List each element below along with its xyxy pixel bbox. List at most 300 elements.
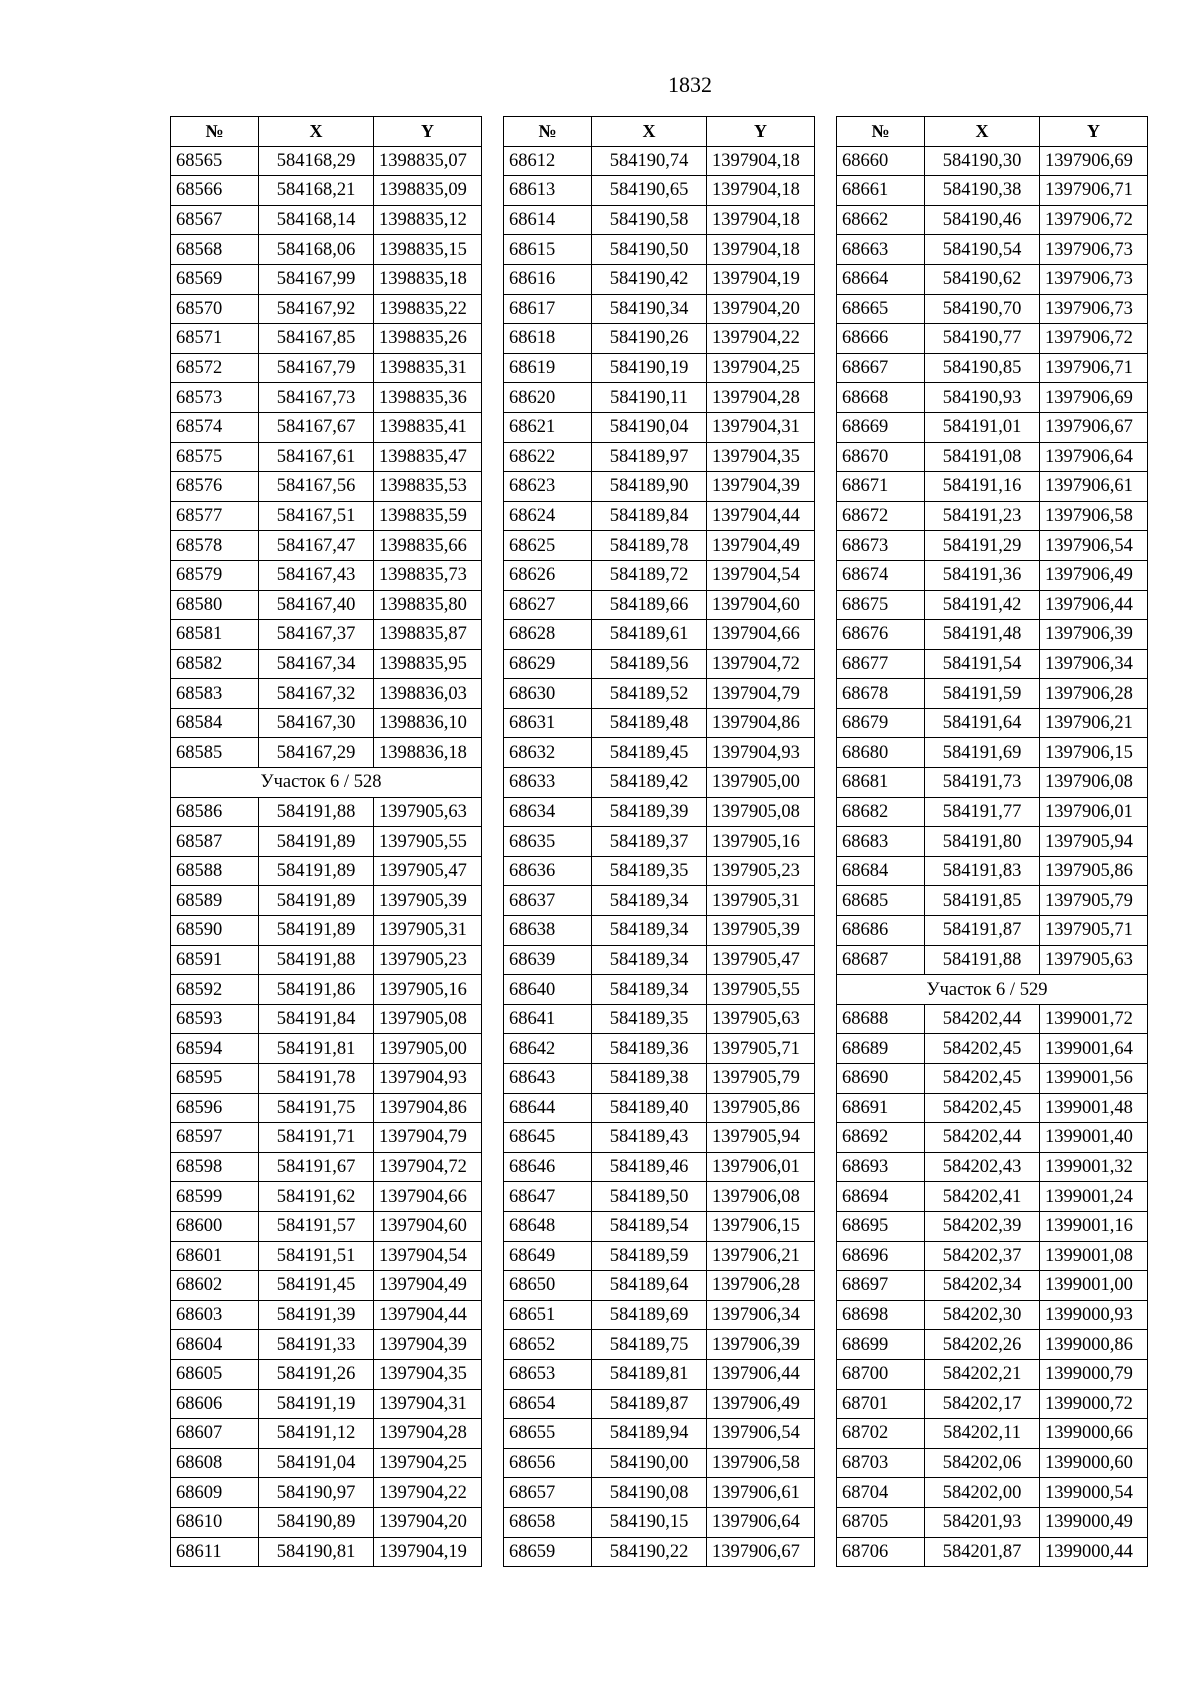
x-coordinate-cell: 584189,81 [592,1359,707,1389]
y-coordinate-cell: 1399000,72 [1040,1389,1148,1419]
table-row [837,679,1148,709]
point-number-cell: 68591 [171,945,259,975]
table-row [504,1004,815,1034]
table-row [504,1093,815,1123]
point-number-cell: 68618 [504,324,592,354]
table-row [171,1359,482,1389]
y-coordinate-cell: 1397905,94 [707,1123,815,1153]
point-number-cell: 68610 [171,1507,259,1537]
table-row [837,264,1148,294]
y-coordinate-cell: 1397906,15 [707,1211,815,1241]
table-row [171,472,482,502]
x-coordinate-cell: 584189,78 [592,531,707,561]
x-coordinate-cell: 584189,87 [592,1389,707,1419]
point-number-cell: 68605 [171,1359,259,1389]
table-row [171,649,482,679]
table-row [171,264,482,294]
x-coordinate-cell: 584201,87 [925,1537,1040,1567]
table-row [171,1064,482,1094]
point-number-cell: 68672 [837,501,925,531]
table-row [504,324,815,354]
x-coordinate-cell: 584167,32 [259,679,374,709]
table-row [837,1330,1148,1360]
point-number-cell: 68615 [504,235,592,265]
y-coordinate-cell: 1397904,19 [707,264,815,294]
x-coordinate-cell: 584190,85 [925,353,1040,383]
table-row [171,1034,482,1064]
y-coordinate-cell: 1398836,03 [374,679,482,709]
y-coordinate-cell: 1397904,79 [707,679,815,709]
y-coordinate-cell: 1397906,69 [1040,146,1148,176]
point-number-cell: 68601 [171,1241,259,1271]
table-row [171,560,482,590]
point-number-cell: 68662 [837,205,925,235]
point-number-cell: 68572 [171,353,259,383]
table-row [171,1211,482,1241]
x-coordinate-cell: 584202,00 [925,1478,1040,1508]
point-number-cell: 68617 [504,294,592,324]
x-coordinate-cell: 584167,37 [259,620,374,650]
y-coordinate-cell: 1397905,31 [707,886,815,916]
x-coordinate-cell: 584167,79 [259,353,374,383]
x-coordinate-cell: 584189,94 [592,1419,707,1449]
point-number-cell: 68607 [171,1419,259,1449]
x-coordinate-cell: 584168,06 [259,235,374,265]
point-number-cell: 68676 [837,620,925,650]
y-coordinate-cell: 1399000,44 [1040,1537,1148,1567]
y-coordinate-cell: 1397904,44 [707,501,815,531]
point-number-cell: 68697 [837,1271,925,1301]
y-coordinate-cell: 1397905,23 [707,856,815,886]
x-coordinate-cell: 584191,26 [259,1359,374,1389]
table-row [837,1271,1148,1301]
point-number-cell: 68570 [171,294,259,324]
table-row [504,353,815,383]
x-coordinate-cell: 584191,23 [925,501,1040,531]
point-number-cell: 68585 [171,738,259,768]
y-coordinate-cell: 1397904,18 [707,176,815,206]
point-number-cell: 68653 [504,1359,592,1389]
y-coordinate-cell: 1397906,72 [1040,205,1148,235]
table-row [837,886,1148,916]
point-number-cell: 68686 [837,916,925,946]
point-number-cell: 68597 [171,1123,259,1153]
table-row [504,590,815,620]
y-coordinate-cell: 1399001,24 [1040,1182,1148,1212]
x-coordinate-cell: 584190,22 [592,1537,707,1567]
table-row [837,442,1148,472]
point-number-cell: 68675 [837,590,925,620]
point-number-cell: 68702 [837,1419,925,1449]
table-row [171,146,482,176]
point-number-cell: 68623 [504,472,592,502]
table-row [504,1034,815,1064]
table-row [171,235,482,265]
y-coordinate-cell: 1397906,44 [1040,590,1148,620]
point-number-cell: 68575 [171,442,259,472]
x-coordinate-cell: 584191,89 [259,856,374,886]
table-row [171,1419,482,1449]
y-coordinate-cell: 1397904,25 [707,353,815,383]
point-number-cell: 68576 [171,472,259,502]
x-coordinate-cell: 584167,34 [259,649,374,679]
y-coordinate-cell: 1399000,49 [1040,1507,1148,1537]
y-coordinate-cell: 1397904,86 [374,1093,482,1123]
table-row [171,1123,482,1153]
point-number-cell: 68669 [837,412,925,442]
x-coordinate-cell: 584167,67 [259,412,374,442]
x-coordinate-cell: 584190,62 [925,264,1040,294]
y-coordinate-cell: 1397905,63 [707,1004,815,1034]
x-coordinate-cell: 584189,39 [592,797,707,827]
page-number-text: 1832 [668,72,712,97]
x-coordinate-cell: 584202,34 [925,1271,1040,1301]
point-number-cell: 68574 [171,412,259,442]
x-coordinate-cell: 584191,45 [259,1271,374,1301]
table-row [171,1389,482,1419]
point-number-cell: 68614 [504,205,592,235]
table-header-row [171,117,482,147]
y-coordinate-cell: 1397904,93 [374,1064,482,1094]
point-number-cell: 68696 [837,1241,925,1271]
y-coordinate-cell: 1399000,54 [1040,1478,1148,1508]
point-number-cell: 68628 [504,620,592,650]
y-coordinate-cell: 1397904,66 [707,620,815,650]
point-number-cell: 68692 [837,1123,925,1153]
y-coordinate-cell: 1398835,18 [374,264,482,294]
table-row [171,1152,482,1182]
y-coordinate-cell: 1398835,53 [374,472,482,502]
point-number-cell: 68569 [171,264,259,294]
table-row [837,1359,1148,1389]
x-coordinate-cell: 584191,89 [259,886,374,916]
x-coordinate-cell: 584189,50 [592,1182,707,1212]
y-coordinate-cell: 1397905,63 [374,797,482,827]
y-coordinate-cell: 1397904,18 [707,146,815,176]
y-coordinate-cell: 1397906,64 [707,1507,815,1537]
point-number-cell: 68641 [504,1004,592,1034]
table-row [837,1004,1148,1034]
y-coordinate-cell: 1397904,49 [707,531,815,561]
point-number-cell: 68658 [504,1507,592,1537]
table-row [504,1300,815,1330]
point-number-cell: 68571 [171,324,259,354]
table-row [504,146,815,176]
point-number-cell: 68573 [171,383,259,413]
x-coordinate-cell: 584167,61 [259,442,374,472]
y-coordinate-cell: 1398835,36 [374,383,482,413]
y-coordinate-cell: 1397904,18 [707,235,815,265]
table-row [504,472,815,502]
table-row [504,649,815,679]
point-number-cell: 68627 [504,590,592,620]
y-coordinate-cell: 1399000,79 [1040,1359,1148,1389]
section-label: Участок 6 / 529 [926,979,1048,1000]
table-row [171,1300,482,1330]
x-coordinate-cell: 584191,36 [925,560,1040,590]
x-coordinate-cell: 584168,21 [259,176,374,206]
x-coordinate-cell: 584167,29 [259,738,374,768]
table-header-row [837,117,1148,147]
x-coordinate-cell: 584202,11 [925,1419,1040,1449]
header-y: Y [707,117,815,147]
x-coordinate-cell: 584191,16 [925,472,1040,502]
y-coordinate-cell: 1397904,20 [707,294,815,324]
x-coordinate-cell: 584202,43 [925,1152,1040,1182]
y-coordinate-cell: 1397905,08 [374,1004,482,1034]
x-coordinate-cell: 584191,54 [925,649,1040,679]
coordinate-table [503,116,815,1567]
point-number-cell: 68642 [504,1034,592,1064]
table-row [171,679,482,709]
y-coordinate-cell: 1398835,26 [374,324,482,354]
y-coordinate-cell: 1397904,72 [707,649,815,679]
table-row [837,1389,1148,1419]
point-number-cell: 68689 [837,1034,925,1064]
x-coordinate-cell: 584190,93 [925,383,1040,413]
table-row [504,176,815,206]
table-row [171,1182,482,1212]
table-row [837,324,1148,354]
table-row [837,1241,1148,1271]
table-row [837,294,1148,324]
x-coordinate-cell: 584191,78 [259,1064,374,1094]
x-coordinate-cell: 584190,77 [925,324,1040,354]
y-coordinate-cell: 1397906,01 [1040,797,1148,827]
point-number-cell: 68616 [504,264,592,294]
table-row [504,827,815,857]
y-coordinate-cell: 1397905,39 [374,886,482,916]
table-row [504,768,815,798]
y-coordinate-cell: 1397904,39 [374,1330,482,1360]
x-coordinate-cell: 584190,89 [259,1507,374,1537]
y-coordinate-cell: 1397904,49 [374,1271,482,1301]
y-coordinate-cell: 1397904,22 [707,324,815,354]
y-coordinate-cell: 1397904,66 [374,1182,482,1212]
x-coordinate-cell: 584189,56 [592,649,707,679]
table-row [837,531,1148,561]
table-row [837,353,1148,383]
y-coordinate-cell: 1397906,64 [1040,442,1148,472]
point-number-cell: 68592 [171,975,259,1005]
point-number-cell: 68600 [171,1211,259,1241]
y-coordinate-cell: 1397906,58 [707,1448,815,1478]
table-row [504,975,815,1005]
x-coordinate-cell: 584190,08 [592,1478,707,1508]
x-coordinate-cell: 584190,42 [592,264,707,294]
point-number-cell: 68705 [837,1507,925,1537]
x-coordinate-cell: 584189,38 [592,1064,707,1094]
table-row [504,620,815,650]
y-coordinate-cell: 1397905,00 [374,1034,482,1064]
x-coordinate-cell: 584189,45 [592,738,707,768]
y-coordinate-cell: 1397905,94 [1040,827,1148,857]
point-number-cell: 68568 [171,235,259,265]
x-coordinate-cell: 584202,44 [925,1123,1040,1153]
x-coordinate-cell: 584190,70 [925,294,1040,324]
table-row [837,620,1148,650]
x-coordinate-cell: 584167,47 [259,531,374,561]
y-coordinate-cell: 1398835,59 [374,501,482,531]
x-coordinate-cell: 584202,45 [925,1093,1040,1123]
section-cell [837,975,1148,1005]
x-coordinate-cell: 584189,61 [592,620,707,650]
x-coordinate-cell: 584189,64 [592,1271,707,1301]
table-row [504,1330,815,1360]
table-row [171,501,482,531]
x-coordinate-cell: 584167,56 [259,472,374,502]
x-coordinate-cell: 584202,06 [925,1448,1040,1478]
point-number-cell: 68612 [504,146,592,176]
point-number-cell: 68648 [504,1211,592,1241]
y-coordinate-cell: 1397904,60 [707,590,815,620]
table-row [171,294,482,324]
y-coordinate-cell: 1399000,93 [1040,1300,1148,1330]
x-coordinate-cell: 584189,43 [592,1123,707,1153]
point-number-cell: 68565 [171,146,259,176]
y-coordinate-cell: 1397904,54 [374,1241,482,1271]
y-coordinate-cell: 1398835,87 [374,620,482,650]
table-row [837,560,1148,590]
point-number-cell: 68690 [837,1064,925,1094]
x-coordinate-cell: 584189,97 [592,442,707,472]
x-coordinate-cell: 584191,01 [925,412,1040,442]
x-coordinate-cell: 584190,50 [592,235,707,265]
x-coordinate-cell: 584191,42 [925,590,1040,620]
table-row [171,590,482,620]
table-row [504,856,815,886]
y-coordinate-cell: 1399001,72 [1040,1004,1148,1034]
y-coordinate-cell: 1397904,86 [707,708,815,738]
y-coordinate-cell: 1397906,71 [1040,176,1148,206]
x-coordinate-cell: 584191,04 [259,1448,374,1478]
x-coordinate-cell: 584189,36 [592,1034,707,1064]
y-coordinate-cell: 1397904,93 [707,738,815,768]
section-row [837,975,1148,1005]
x-coordinate-cell: 584202,26 [925,1330,1040,1360]
point-number-cell: 68584 [171,708,259,738]
y-coordinate-cell: 1397905,79 [707,1064,815,1094]
point-number-cell: 68638 [504,916,592,946]
x-coordinate-cell: 584189,34 [592,945,707,975]
table-row [837,176,1148,206]
table-row [504,1478,815,1508]
table-row [171,1330,482,1360]
point-number-cell: 68688 [837,1004,925,1034]
table-row [504,1152,815,1182]
point-number-cell: 68670 [837,442,925,472]
point-number-cell: 68646 [504,1152,592,1182]
y-coordinate-cell: 1397906,44 [707,1359,815,1389]
point-number-cell: 68630 [504,679,592,709]
point-number-cell: 68701 [837,1389,925,1419]
y-coordinate-cell: 1398835,07 [374,146,482,176]
point-number-cell: 68583 [171,679,259,709]
y-coordinate-cell: 1398835,15 [374,235,482,265]
table-row [171,1271,482,1301]
y-coordinate-cell: 1397906,54 [707,1419,815,1449]
point-number-cell: 68651 [504,1300,592,1330]
table-body [171,146,482,1567]
point-number-cell: 68604 [171,1330,259,1360]
x-coordinate-cell: 584189,34 [592,916,707,946]
y-coordinate-cell: 1397906,72 [1040,324,1148,354]
header-x: X [925,117,1040,147]
y-coordinate-cell: 1397905,86 [1040,856,1148,886]
y-coordinate-cell: 1397905,08 [707,797,815,827]
x-coordinate-cell: 584190,46 [925,205,1040,235]
x-coordinate-cell: 584189,90 [592,472,707,502]
y-coordinate-cell: 1398836,18 [374,738,482,768]
table-row [837,412,1148,442]
table-row [171,827,482,857]
y-coordinate-cell: 1397904,18 [707,205,815,235]
y-coordinate-cell: 1397905,47 [707,945,815,975]
table-row [171,620,482,650]
y-coordinate-cell: 1397905,47 [374,856,482,886]
table-row [504,264,815,294]
x-coordinate-cell: 584202,39 [925,1211,1040,1241]
x-coordinate-cell: 584167,99 [259,264,374,294]
table-row [837,856,1148,886]
table-row [171,1448,482,1478]
x-coordinate-cell: 584189,48 [592,708,707,738]
table-row [504,708,815,738]
point-number-cell: 68622 [504,442,592,472]
y-coordinate-cell: 1397906,61 [1040,472,1148,502]
table-row [171,324,482,354]
point-number-cell: 68680 [837,738,925,768]
y-coordinate-cell: 1397906,39 [1040,620,1148,650]
x-coordinate-cell: 584191,81 [259,1034,374,1064]
y-coordinate-cell: 1397905,79 [1040,886,1148,916]
point-number-cell: 68579 [171,560,259,590]
point-number-cell: 68606 [171,1389,259,1419]
y-coordinate-cell: 1399001,48 [1040,1093,1148,1123]
y-coordinate-cell: 1399001,08 [1040,1241,1148,1271]
table-row [504,531,815,561]
y-coordinate-cell: 1397904,28 [374,1419,482,1449]
point-number-cell: 68643 [504,1064,592,1094]
table-row [171,1241,482,1271]
header-number: № [171,117,259,147]
table-row [171,1478,482,1508]
x-coordinate-cell: 584167,51 [259,501,374,531]
x-coordinate-cell: 584191,12 [259,1419,374,1449]
point-number-cell: 68660 [837,146,925,176]
table-row [171,383,482,413]
y-coordinate-cell: 1398836,10 [374,708,482,738]
point-number-cell: 68677 [837,649,925,679]
y-coordinate-cell: 1397906,73 [1040,264,1148,294]
point-number-cell: 68619 [504,353,592,383]
x-coordinate-cell: 584201,93 [925,1507,1040,1537]
point-number-cell: 68586 [171,797,259,827]
y-coordinate-cell: 1397904,31 [707,412,815,442]
point-number-cell: 68699 [837,1330,925,1360]
x-coordinate-cell: 584190,26 [592,324,707,354]
table-row [504,1211,815,1241]
x-coordinate-cell: 584191,57 [259,1211,374,1241]
point-number-cell: 68581 [171,620,259,650]
point-number-cell: 68594 [171,1034,259,1064]
header-x: X [592,117,707,147]
y-coordinate-cell: 1397906,73 [1040,235,1148,265]
y-coordinate-cell: 1398835,41 [374,412,482,442]
point-number-cell: 68603 [171,1300,259,1330]
y-coordinate-cell: 1397904,72 [374,1152,482,1182]
x-coordinate-cell: 584190,54 [925,235,1040,265]
